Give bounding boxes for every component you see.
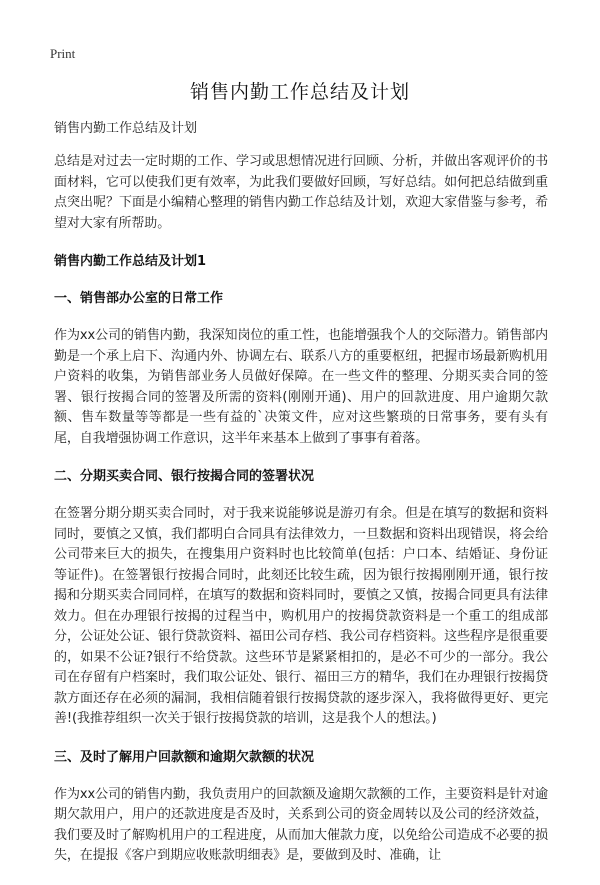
document-body (54, 120, 548, 885)
section-1-heading: 一、销售部办公室的日常工作 (54, 291, 224, 306)
intro-paragraph: 总结是对过去一定时期的工作、学习或思想情况进行回顾、分析，并做出客观评价的书面材料，它可以使我们更有效率，为此我们要做好回顾，写好总结。如何把总结做到重点突出呢？下面是小编精心整理的销售内勤工作总结及计划，欢迎大家借鉴与参考，希望对大家有所帮助。 (54, 154, 548, 231)
section-2-paragraph: 在签署分期分期买卖合同时，对于我来说能够说是游刃有余。但是在填写的数据和资料同时，要慎之又慎，我们都明白合同具有法律效力，一旦数据和资料出现错误，将会给公司带来巨大的损失，在搜集用户资料时也比较简单(包括：户口本、结婚证、身份证等证件)。在签署银行按揭合同时，此刻还比较生疏，因为银行按揭刚刚开通，银行按揭和分期买卖合同同样，在填写的数据和资料同时，要慎之又慎，按揭合同更具有法律效力。但在办理银行按揭的过程当中，购机用户的按揭贷款资料是一个重工的组成部分，公证处公证、银行贷款资料、福田公司存档、我公司存档资料。这些程序是很重要的，如果不公证?银行不给贷款。这些环节是紧紧相扣的，是必不可少的一部分。我公司在存留有户档案时，我们取公证处、银行、福田三方的精华，我们在办理银行按揭贷款方面还存在必须的漏洞，我相信随着银行按揭贷款的逐步深入，我将做得更好、更完善!(我推荐组织一次关于银行按揭贷款的培训，这是我个人的想法。) (54, 506, 548, 726)
section-3-heading: 三、及时了解用户回款额和逾期欠款额的状况 (54, 749, 315, 765)
document-subtitle: 销售内勤工作总结及计划 (54, 121, 198, 136)
section-2-heading: 二、分期买卖合同、银行按揭合同的签署状况 (54, 469, 315, 484)
section-1-paragraph: 作为xx公司的销售内勤，我深知岗位的重工性，也能增强我个人的交际潜力。销售部内勤是一个承上启下、沟通内外、协调左右、联系八方的重要枢纽，把握市场最新购机用户资料的收集，为销售部业务人员做好保障。在一些文件的整理、分期买卖合同的签署、银行按揭合同的签署及所需的资料(刚刚开通)、用户的回款进度、用户逾期欠款额、售车数量等等都是一些有益的`决策文件，应对这些繁琐的日常事务，要有头有尾，自我增强协调工作意识，这半年来基本上做到了事事有着落。 (54, 328, 548, 446)
document-title: 销售内勤工作总结及计划 (189, 81, 410, 103)
part-title: 销售内勤工作总结及计划1 (54, 254, 207, 269)
print-link[interactable]: Print (50, 46, 76, 61)
section-3-paragraph: 作为xx公司的销售内勤，我负责用户的回款额及逾期欠款额的工作，主要资料是针对逾期欠款用户，用户的还款进度是否及时，关系到公司的资金周转以及公司的经济效益，我们要及时了解购机用户的工程进度，从而加大催款力度，以免给公司造成不必要的损失，在提报《客户到期应收账款明细表》是，要做到及时、准确，让 (54, 786, 548, 863)
